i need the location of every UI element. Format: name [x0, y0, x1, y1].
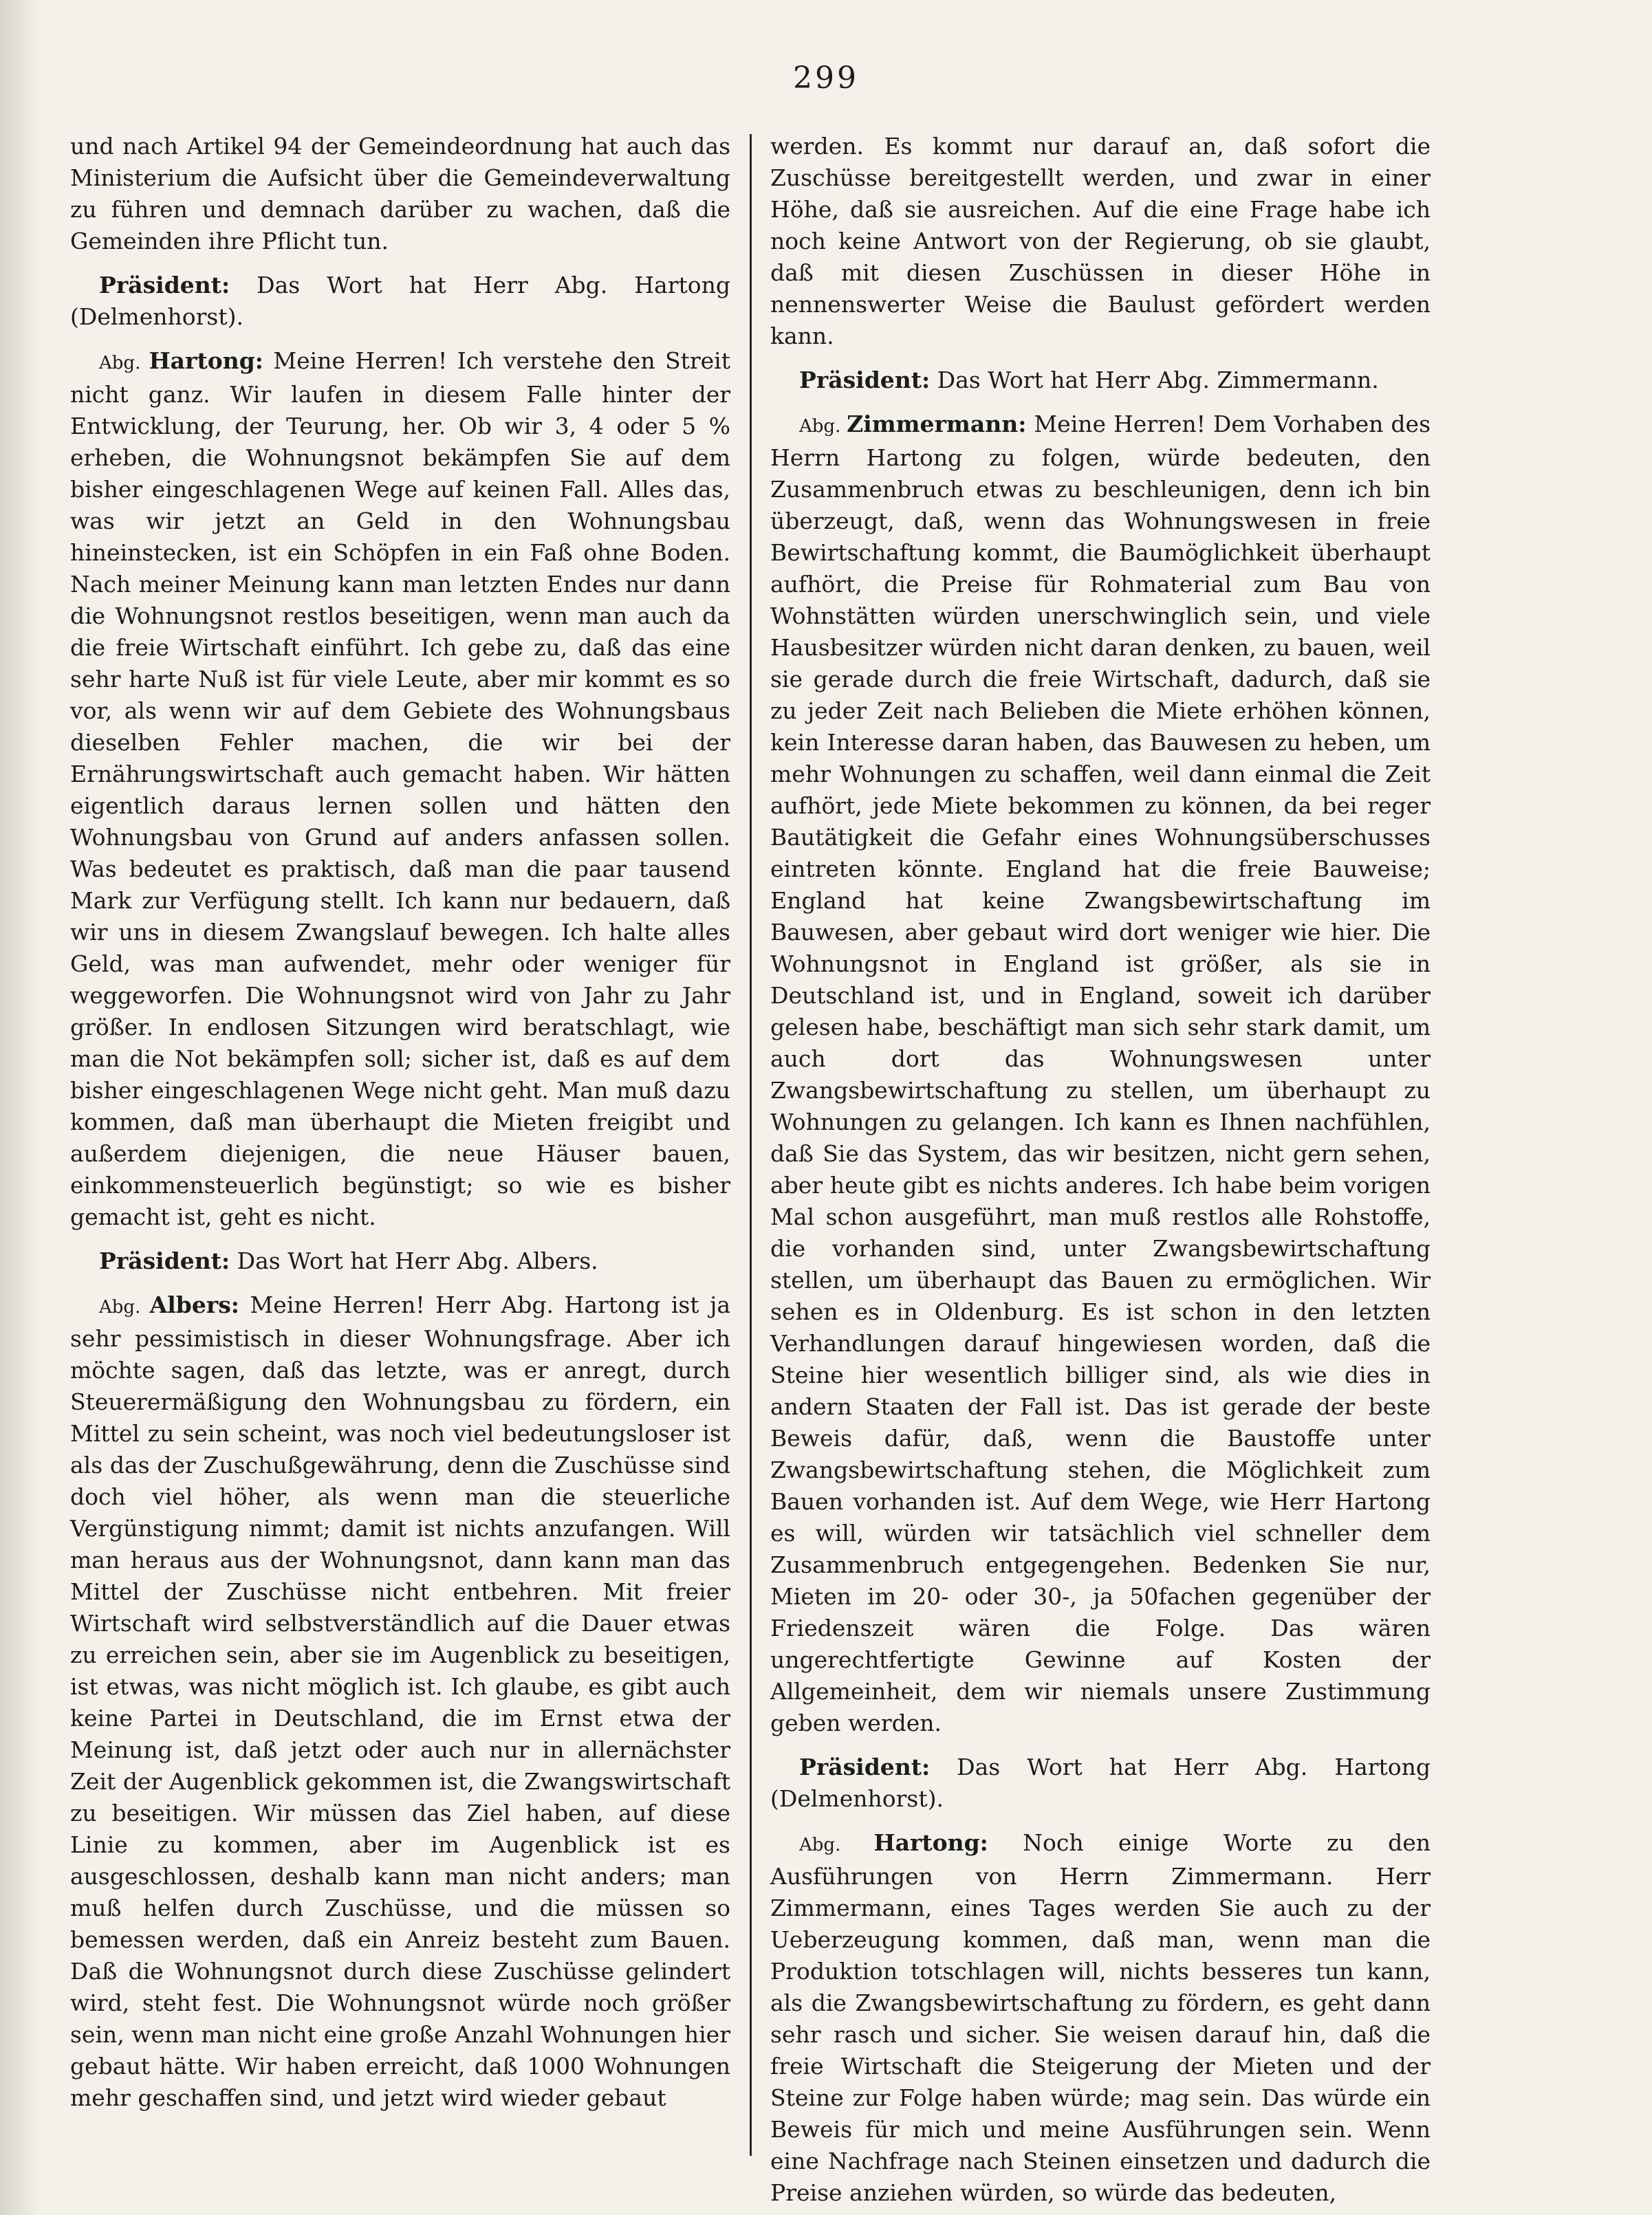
- speaker-name: Präsident:: [799, 367, 931, 393]
- paragraph-president: Präsident: Das Wort hat Herr Abg. Hartong (Delmenhorst).: [770, 1754, 1431, 1812]
- speaker-name: Zimmermann:: [847, 411, 1027, 437]
- paragraph-speech-hartong: Abg. Hartong: Meine Herren! Ich verstehe den Streit nicht ganz. Wir laufen in diesem Falle hinter der Entwicklung, der Teurung, her. Ob wir 3, 4 oder 5 % erheben, die Wohnungsnot bekämpfen Sie auf dem bisher eingeschlagenen Wege auf keinen Fall. Alles das, was wir jetzt an Geld in den Wohnungsbau hineinstecken, ist ein Schöpfen in ein Faß ohne Boden. Nach meiner Meinung kann man letzten Endes nur dann die Wohnungsnot restlos beseitigen, wenn man auch da die freie Wirtschaft einführt. Ich gebe zu, daß das eine sehr harte Nuß ist für viele Leute, aber mir kommt es so vor, als wenn wir auf dem Gebiete des Wohnungsbaus dieselben Fehler machen, die wir bei der Ernährungswirtschaft auch gemacht haben. Wir hätten eigentlich daraus lernen sollen und hätten den Wohnungsbau von Grund auf anders anfassen sollen. Was bedeutet es praktisch, daß man die paar tausend Mark zur Verfügung stellt. Ich kann nur bedauern, daß wir uns in diesem Zwangslauf bewegen. Ich halte alles Geld, was man aufwendet, mehr oder weniger für weggeworfen. Die Wohnungsnot wird von Jahr zu Jahr größer. In endlosen Sitzungen wird beratschlagt, wie man die Not bekämpfen soll; sicher ist, daß es auf dem bisher eingeschlagenen Wege nicht geht. Man muß dazu kommen, daß man überhaupt die Mieten freigibt und außerdem diejenigen, die neue Häuser bauen, einkommensteuerlich begünstigt; so wie es bisher gemacht ist, geht es nicht.: [70, 347, 730, 1230]
- left-column: [70, 131, 730, 2166]
- speaker-name: Hartong:: [873, 1829, 988, 1856]
- paragraph-continuation: und nach Artikel 94 der Gemeindeordnung hat auch das Ministerium die Aufsicht über die Gemeindeverwaltung zu führen und demnach darüber zu wachen, daß die Gemeinden ihre Pflicht tun.: [70, 133, 730, 254]
- speaker-name: Präsident:: [99, 272, 230, 298]
- speaker-name: Präsident:: [99, 1247, 230, 1274]
- column-divider: [750, 134, 752, 2156]
- paragraph-speech-zimmermann: Abg. Zimmermann: Meine Herren! Dem Vorhaben des Herrn Hartong zu folgen, würde bedeuten, den Zusammenbruch etwas zu beschleunigen, denn ich bin überzeugt, daß, wenn das Wohnungswesen in freie Bewirtschaftung kommt, die Baumöglichkeit überhaupt aufhört, die Preise für Rohmaterial zum Bau von Wohnstätten würden unerschwinglich sein, und viele Hausbesitzer würden nicht daran denken, zu bauen, weil sie gerade durch die freie Wirtschaft, dadurch, daß sie zu jeder Zeit nach Belieben die Miete erhöhen können, kein Interesse daran haben, das Bauwesen zu heben, um mehr Wohnungen zu schaffen, weil dann einmal die Zeit aufhört, jede Miete bekommen zu können, da bei reger Bautätigkeit die Gefahr eines Wohnungsüberschusses eintreten könnte. England hat die freie Bauweise; England hat keine Zwangsbewirtschaftung im Bauwesen, aber gebaut wird dort weniger wie hier. Die Wohnungsnot in England ist größer, als sie in Deutschland ist, und in England, soweit ich darüber gelesen habe, beschäftigt man sich sehr stark damit, um auch dort das Wohnungswesen unter Zwangsbewirtschaftung zu stellen, um überhaupt zu Wohnungen zu gelangen. Ich kann es Ihnen nachfühlen, daß Sie das System, das wir besitzen, nicht gern sehen, aber heute gibt es nichts anderes. Ich habe beim vorigen Mal schon ausgeführt, man muß restlos alle Rohstoffe, die vorhanden sind, unter Zwangsbewirtschaftung stellen, um überhaupt das Bauen zu ermöglichen. Wir sehen es in Oldenburg. Es ist schon in den letzten Verhandlungen darauf hingewiesen worden, daß die Steine hier wesentlich billiger sind, als wie dies in andern Staaten der Fall ist. Das ist gerade der beste Beweis dafür, daß, wenn die Baustoffe unter Zwangsbewirtschaftung stehen, die Möglichkeit zum Bauen vorhanden ist. Auf dem Wege, wie Herr Hartong es will, würden wir tatsächlich viel schneller dem Zusammenbruch entgegengehen. Bedenken Sie nur, Mieten im 20- oder 30-, ja 50fachen gegenüber der Friedenszeit wären die Folge. Das wären ungerechtfertigte Gewinne auf Kosten der Allgemeinheit, dem wir niemals unsere Zustimmung geben werden.: [770, 411, 1431, 1736]
- page-edge-shadow: [0, 0, 41, 2215]
- paragraph-president: Präsident: Das Wort hat Herr Abg. Albers.: [99, 1247, 598, 1274]
- page-number: 299: [793, 61, 859, 96]
- speaker-name: Hartong:: [149, 347, 263, 374]
- paragraph-continuation: werden. Es kommt nur darauf an, daß sofort die Zuschüsse bereitgestellt werden, und zwar in einer Höhe, daß sie ausreichen. Auf die eine Frage habe ich noch keine Antwort von der Regierung, ob sie glaubt, daß mit diesen Zuschüssen in dieser Höhe in nennenswerter Weise die Baulust gefördert werden kann.: [770, 133, 1431, 349]
- right-column: [770, 131, 1431, 2206]
- speaker-name: Präsident:: [799, 1754, 931, 1780]
- paragraph-speech-hartong: Abg. Hartong: Noch einige Worte zu den Ausführungen von Herrn Zimmermann. Herr Zimmermann, eines Tages werden Sie auch zu der Ueberzeugung kommen, daß man, wenn man die Produktion totschlagen will, nichts besseres tun kann, als die Zwangsbewirtschaftung zu fördern, es geht dann sehr rasch und sicher. Sie weisen darauf hin, daß die freie Wirtschaft die Steigerung der Mieten und der Steine zur Folge haben würde; mag sein. Das würde ein Beweis für mich und meine Ausführungen sein. Wenn eine Nachfrage nach Steinen einsetzen und dadurch die Preise anziehen würden, so würde das bedeuten,: [770, 1829, 1431, 2206]
- speaker-name: Albers:: [149, 1291, 239, 1318]
- paragraph-speech-albers: Abg. Albers: Meine Herren! Herr Abg. Hartong ist ja sehr pessimistisch in dieser Wohnungsfrage. Aber ich möchte sagen, daß das letzte, was er anregt, durch Steuerermäßigung den Wohnungsbau zu fördern, ein Mittel zu sein scheint, was noch viel bedeutungsloser ist als das der Zuschußgewährung, denn die Zuschüsse sind doch viel höher, als wenn man die steuerliche Vergünstigung nimmt; damit ist nichts anzufangen. Will man heraus aus der Wohnungsnot, dann kann man das Mittel der Zuschüsse nicht entbehren. Mit freier Wirtschaft wird selbstverständlich auf die Dauer etwas zu erreichen sein, aber sie im Augenblick zu beseitigen, ist etwas, was nicht möglich ist. Ich glaube, es gibt auch keine Partei in Deutschland, die im Ernst etwa der Meinung ist, daß jetzt oder auch nur in allernächster Zeit der Augenblick gekommen ist, die Zwangswirtschaft zu beseitigen. Wir müssen das Ziel haben, auf diese Linie zu kommen, aber im Augenblick ist es ausgeschlossen, deshalb kann man nicht anders; man muß helfen durch Zuschüsse, und die müssen so bemessen werden, daß ein Anreiz besteht zum Bauen. Daß die Wohnungsnot durch diese Zuschüsse gelindert wird, steht fest. Die Wohnungsnot würde noch größer sein, wenn man nicht eine große Anzahl Wohnungen hier gebaut hätte. Wir haben erreicht, daß 1000 Wohnungen mehr geschaffen sind, und jetzt wird wieder gebaut: [70, 1291, 730, 2111]
- paragraph-president: Präsident: Das Wort hat Herr Abg. Zimmermann.: [799, 367, 1379, 393]
- paragraph-president: Präsident: Das Wort hat Herr Abg. Hartong (Delmenhorst).: [70, 272, 730, 330]
